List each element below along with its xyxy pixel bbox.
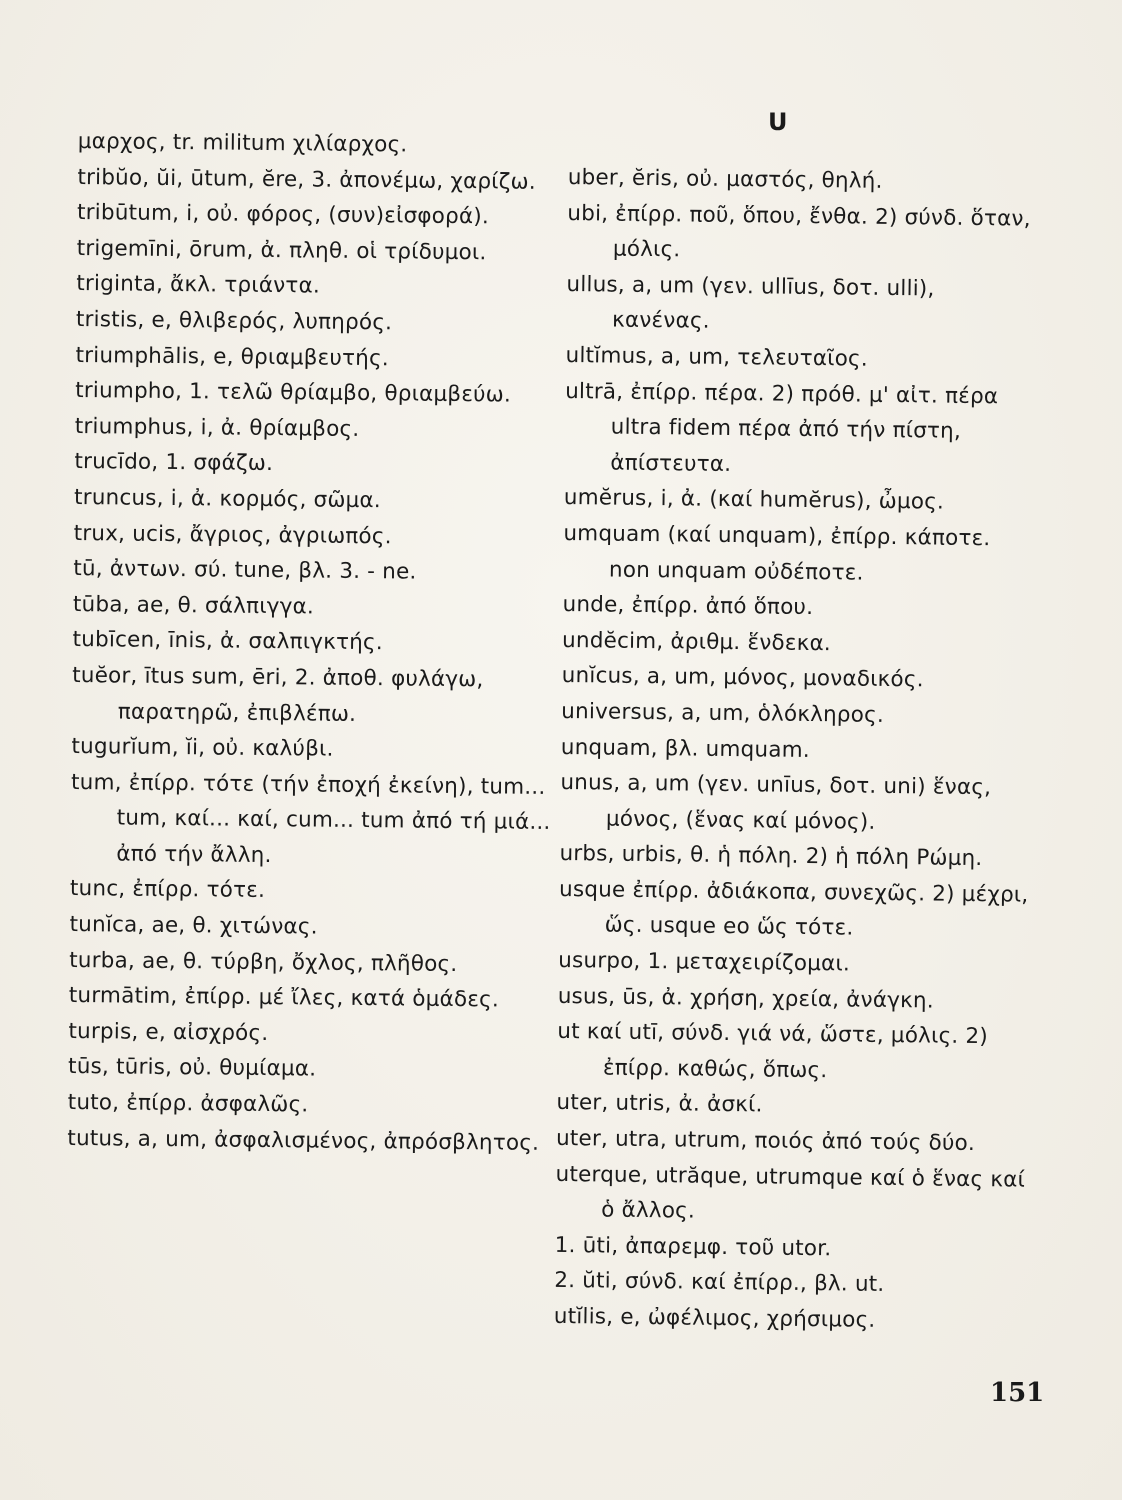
dictionary-entry: unquam, βλ. umquam. [560,734,810,763]
dictionary-entry: tū, ἀντων. σύ. tune, βλ. 3. - ne. [73,556,417,585]
dictionary-entry: tribŭo, ŭi, ūtum, ĕre, 3. ἀπονέμω, χαρίζω. [77,164,537,195]
section-letter-heading: U [768,108,788,136]
dictionary-entry: universus, a, um, ὁλόκληρος. [561,698,885,728]
dictionary-entry: 1. ūti, ἀπαρεμφ. τοῦ utor. [554,1232,832,1262]
dictionary-entry: ultĭmus, a, um, τελευταῖος. [565,342,869,372]
dictionary-entry: triumphus, i, ἀ. θρίαμβος. [74,413,360,442]
dictionary-entry: triumphālis, e, θριαμβευτής. [75,342,390,371]
dictionary-entry: triginta, ἄκλ. τριάντα. [76,271,321,299]
dictionary-entry: urbs, urbis, θ. ἡ πόλη. 2) ἡ πόλη Ρώμη. [559,841,983,872]
dictionary-entry: unus, a, um (γεν. unīus, δοτ. uni) ἕνας, μόνος, (ἕνας καί μόνος). [560,770,992,835]
left-column [67,124,558,1161]
dictionary-entry: tristis, e, θλιβερός, λυπηρός. [75,306,393,336]
dictionary-entry: tubīcen, īnis, ἀ. σαλπιγκτής. [72,627,383,656]
dictionary-entry: 2. ŭti, σύνδ. καί ἐπίρρ., βλ. ut. [554,1268,885,1298]
dictionary-entry: triumpho, 1. τελῶ θρίαμβο, θριαμβεύω. [75,378,512,408]
dictionary-entry: unde, ἐπίρρ. ἀπό ὅπου. [562,592,814,621]
dictionary-entry: tugurĭum, ĭi, οὐ. καλύβι. [71,734,334,762]
dictionary-entry: trux, ucis, ἄγριος, ἀγριωπός. [73,520,392,549]
dictionary-entry: uber, ĕris, οὐ. μαστός, θηλή. [567,164,883,194]
dictionary-entry: uterque, utrăque, utrumque καί ὁ ἕνας καί ὁ ἄλλος. [555,1161,1026,1224]
dictionary-entry: turba, ae, θ. τύρβη, ὄχλος, πλῆθος. [69,947,458,977]
dictionary-entry: unĭcus, a, um, μόνος, μοναδικός. [561,663,924,693]
dictionary-entry: ubi, ἐπίρρ. ποῦ, ὅπου, ἔνθα. 2) σύνδ. ὅταν, μόλις. [567,200,1031,263]
dictionary-entry: umĕrus, i, ἀ. (καί humĕrus), ὦμος. [563,485,945,515]
dictionary-entry: uter, utris, ἀ. ἀσκί. [556,1090,763,1118]
dictionary-entry: tribūtum, i, οὐ. φόρος, (συν)εἰσφορά). [76,200,490,230]
dictionary-entry: utĭlis, e, ὠφέλιμος, χρήσιμος. [553,1303,876,1333]
dictionary-entry: uter, utra, utrum, ποιός ἀπό τούς δύο. [555,1125,976,1157]
dictionary-entry: usque ἐπίρρ. ἀδιάκοπα, συνεχῶς. 2) μέχρι, ὥς. usque eo ὥς τότε. [558,876,1029,942]
dictionary-entry: tum, ἐπίρρ. τότε (τήν ἐποχή ἐκείνη), tum... tum, καί... καί, cum... tum ἀπό τή μιά... ἀπό τήν ἄλλη. [70,769,551,868]
dictionary-entry: usus, ūs, ἀ. χρήση, χρεία, ἀνάγκη. [557,983,935,1014]
dictionary-entry: turmātim, ἐπίρρ. μέ ἴλες, κατά ὁμάδες. [68,983,500,1013]
right-column [554,160,1038,1340]
dictionary-entry: truncus, i, ἀ. κορμός, σῶμα. [73,484,382,514]
dictionary-entry: tuto, ἐπίρρ. ἀσφαλῶς. [67,1089,309,1118]
dictionary-entry: trucīdo, 1. σφάζω. [74,449,274,477]
dictionary-entry: ut καί utī, σύνδ. γιά νά, ὥστε, μόλις. 2) ἐπίρρ. καθώς, ὅπως. [557,1019,989,1084]
dictionary-entry: tūs, tūris, οὐ. θυμίαμα. [67,1054,317,1082]
page-number: 151 [990,1378,1045,1408]
dictionary-entry: umquam (καί unquam), ἐπίρρ. κάποτε. non unquam οὐδέποτε. [563,520,991,586]
dictionary-entry: turpis, e, αἰσχρός. [68,1018,269,1046]
dictionary-entry: trigemīni, ōrum, ἀ. πληθ. οἱ τρίδυμοι. [76,235,487,266]
dictionary-entry: ultrā, ἐπίρρ. πέρα. 2) πρόθ. μ' αἰτ. πέρα ultra fidem πέρα ἀπό τήν πίστη, ἀπίστευτα. [565,378,999,477]
dictionary-entry: tunc, ἐπίρρ. τότε. [69,876,266,904]
dictionary-entry: ullus, a, um (γεν. ullīus, δοτ. ulli), κανένας. [566,271,935,335]
dictionary-entry: usurpo, 1. μεταχειρίζομαι. [558,948,851,977]
dictionary-entry: tūba, ae, θ. σάλπιγγα. [72,591,315,620]
dictionary-entry: tutus, a, um, ἀσφαλισμένος, ἀπρόσβλητος. [67,1125,540,1156]
dictionary-entry: tunĭca, ae, θ. χιτώνας. [69,912,318,940]
dictionary-entry: tuĕor, ītus sum, ēri, 2. ἀποθ. φυλάγω, παρατηρῶ, ἐπιβλέπω. [72,662,484,727]
dictionary-entry: μαρχος, tr. militum χιλίαρχος. [77,128,408,158]
dictionary-entry: undĕcim, ἀριθμ. ἕνδεκα. [561,627,832,656]
